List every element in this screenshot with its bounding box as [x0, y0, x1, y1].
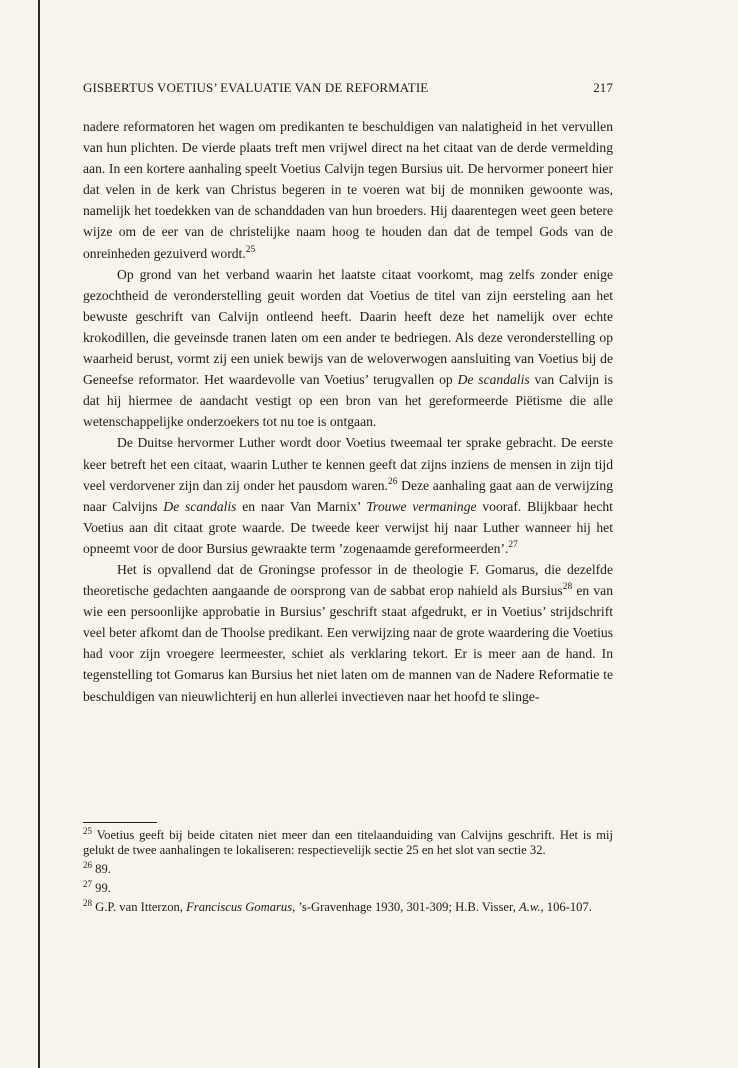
page-number: 217: [593, 80, 613, 95]
page-binding-edge: [38, 0, 40, 1068]
running-header: [83, 80, 613, 96]
footnote-28: $^{28}$ G.P. van Itterzon, Franciscus Gomarus, ’s-Gravenhage 1930, 301-309; H.B. Visser, A.w., 106-107.: [83, 898, 592, 914]
footnote-25: $^{25}$ Voetius geeft bij beide citaten niet meer dan een titelaanduiding van Calvijns geschrift. Het is mij gelukt de twee aanhalingen te lokaliseren: respectievelijk sectie 25 en het slot van sectie 32.: [83, 826, 613, 857]
paragraph-2: Op grond van het verband waarin het laatste citaat voorkomt, mag zelfs zonder enige gezochtheid de veronderstelling geuit worden dat Voetius de titel van zijn eersteling aan het bewuste geschrift van Calvijn ontleend heeft. Daarin heeft deze het namelijk over echte krokodillen, die geveinsde tranen laten om een ander te bedriegen. Als deze veronderstelling op waarheid berust, vormt zij een uniek bewijs van de weloverwogen aansluiting van Voetius bij de Geneefse reformator. Het waardevolle van Voetius’ terugvallen op De scandalis van Calvijn is dat hij hiermee de aandacht vestigt op een bron van het gereformeerde Piëtisme die alle wetenschappelijke onderzoekers tot nu toe is ontgaan.: [83, 266, 614, 430]
paragraph-4: Het is opvallend dat de Groningse professor in de theologie F. Gomarus, die dezelfde theoretische gedachten aangaande de oorsprong van de sabbat erop nahield als Bursius$^{28}$ en van wie een persoonlijke approbatie in Bursius’ geschrift staat afgedrukt, er in Voetius’ strijdschrift veel beter afkomt dan de Thoolse predikant. Een verwijzing naar de grote waardering die Voetius had voor zijn vroegere leermeester, schiet als verklaring tekort. Er is meer aan de hand. In tegenstelling tot Gomarus kan Bursius het niet laten om de mannen van de Nadere Reformatie te beschuldigen van nieuwlichterij en hun allerlei invectieven naar het hoofd te slinge-: [83, 561, 613, 704]
body-text: [83, 116, 613, 707]
footnote-ref: 25: [245, 244, 256, 255]
paragraph-3: De Duitse hervormer Luther wordt door Voetius tweemaal ter sprake gebracht. De eerste keer betreft het een citaat, waarin Luther te kennen geeft dat zijns inziens de mensen in zijn tijd veel verdorvener zijn dan zij onder het pausdom waren.$^{26}$ Deze aanhaling gaat aan de verwijzing naar Calvijns De scandalis en naar Van Marnix’ Trouwe vermaninge vooraf. Blijkbaar hecht Voetius aan dit citaat grote waarde. De tweede keer verwijst hij naar Luther wanneer hij het opneemt voor de door Bursius gewraakte term ’zogenaamde gereformeerden’.$^{27}$: [83, 435, 613, 556]
footnote-ref: 26: [387, 476, 398, 487]
footnotes: [83, 828, 613, 919]
footnote-ref: 27: [508, 539, 518, 550]
footnote-ref: 28: [562, 582, 573, 593]
footnote-27: $^{27}$ 99.: [83, 879, 111, 895]
footnote-rule: [83, 822, 157, 823]
running-title: GISBERTUS VOETIUS’ EVALUATIE VAN DE REFORMATIE: [83, 80, 429, 95]
paragraph-1: nadere reformatoren het wagen om predikanten te beschuldigen van nalatigheid in het vervullen van hun plichten. De vierde plaats treft men vrijwel direct na het citaat van de derde vermelding aan. In een kortere aanhaling speelt Voetius Calvijn tegen Bursius uit. De hervormer poneert hier dat velen in de kerk van Christus begeren in te voeren wat bij de monniken gewoonte was, namelijk het toedekken van de schanddaden van hun broeders. Hij daarentegen weet geen betere wijze om de eer van de christelijke naam hoog te houden dan dat de tempel Gods van de onreinheden gezuiverd wordt.$^{25}$: [83, 119, 613, 261]
footnote-26: $^{26}$ 89.: [83, 860, 111, 876]
